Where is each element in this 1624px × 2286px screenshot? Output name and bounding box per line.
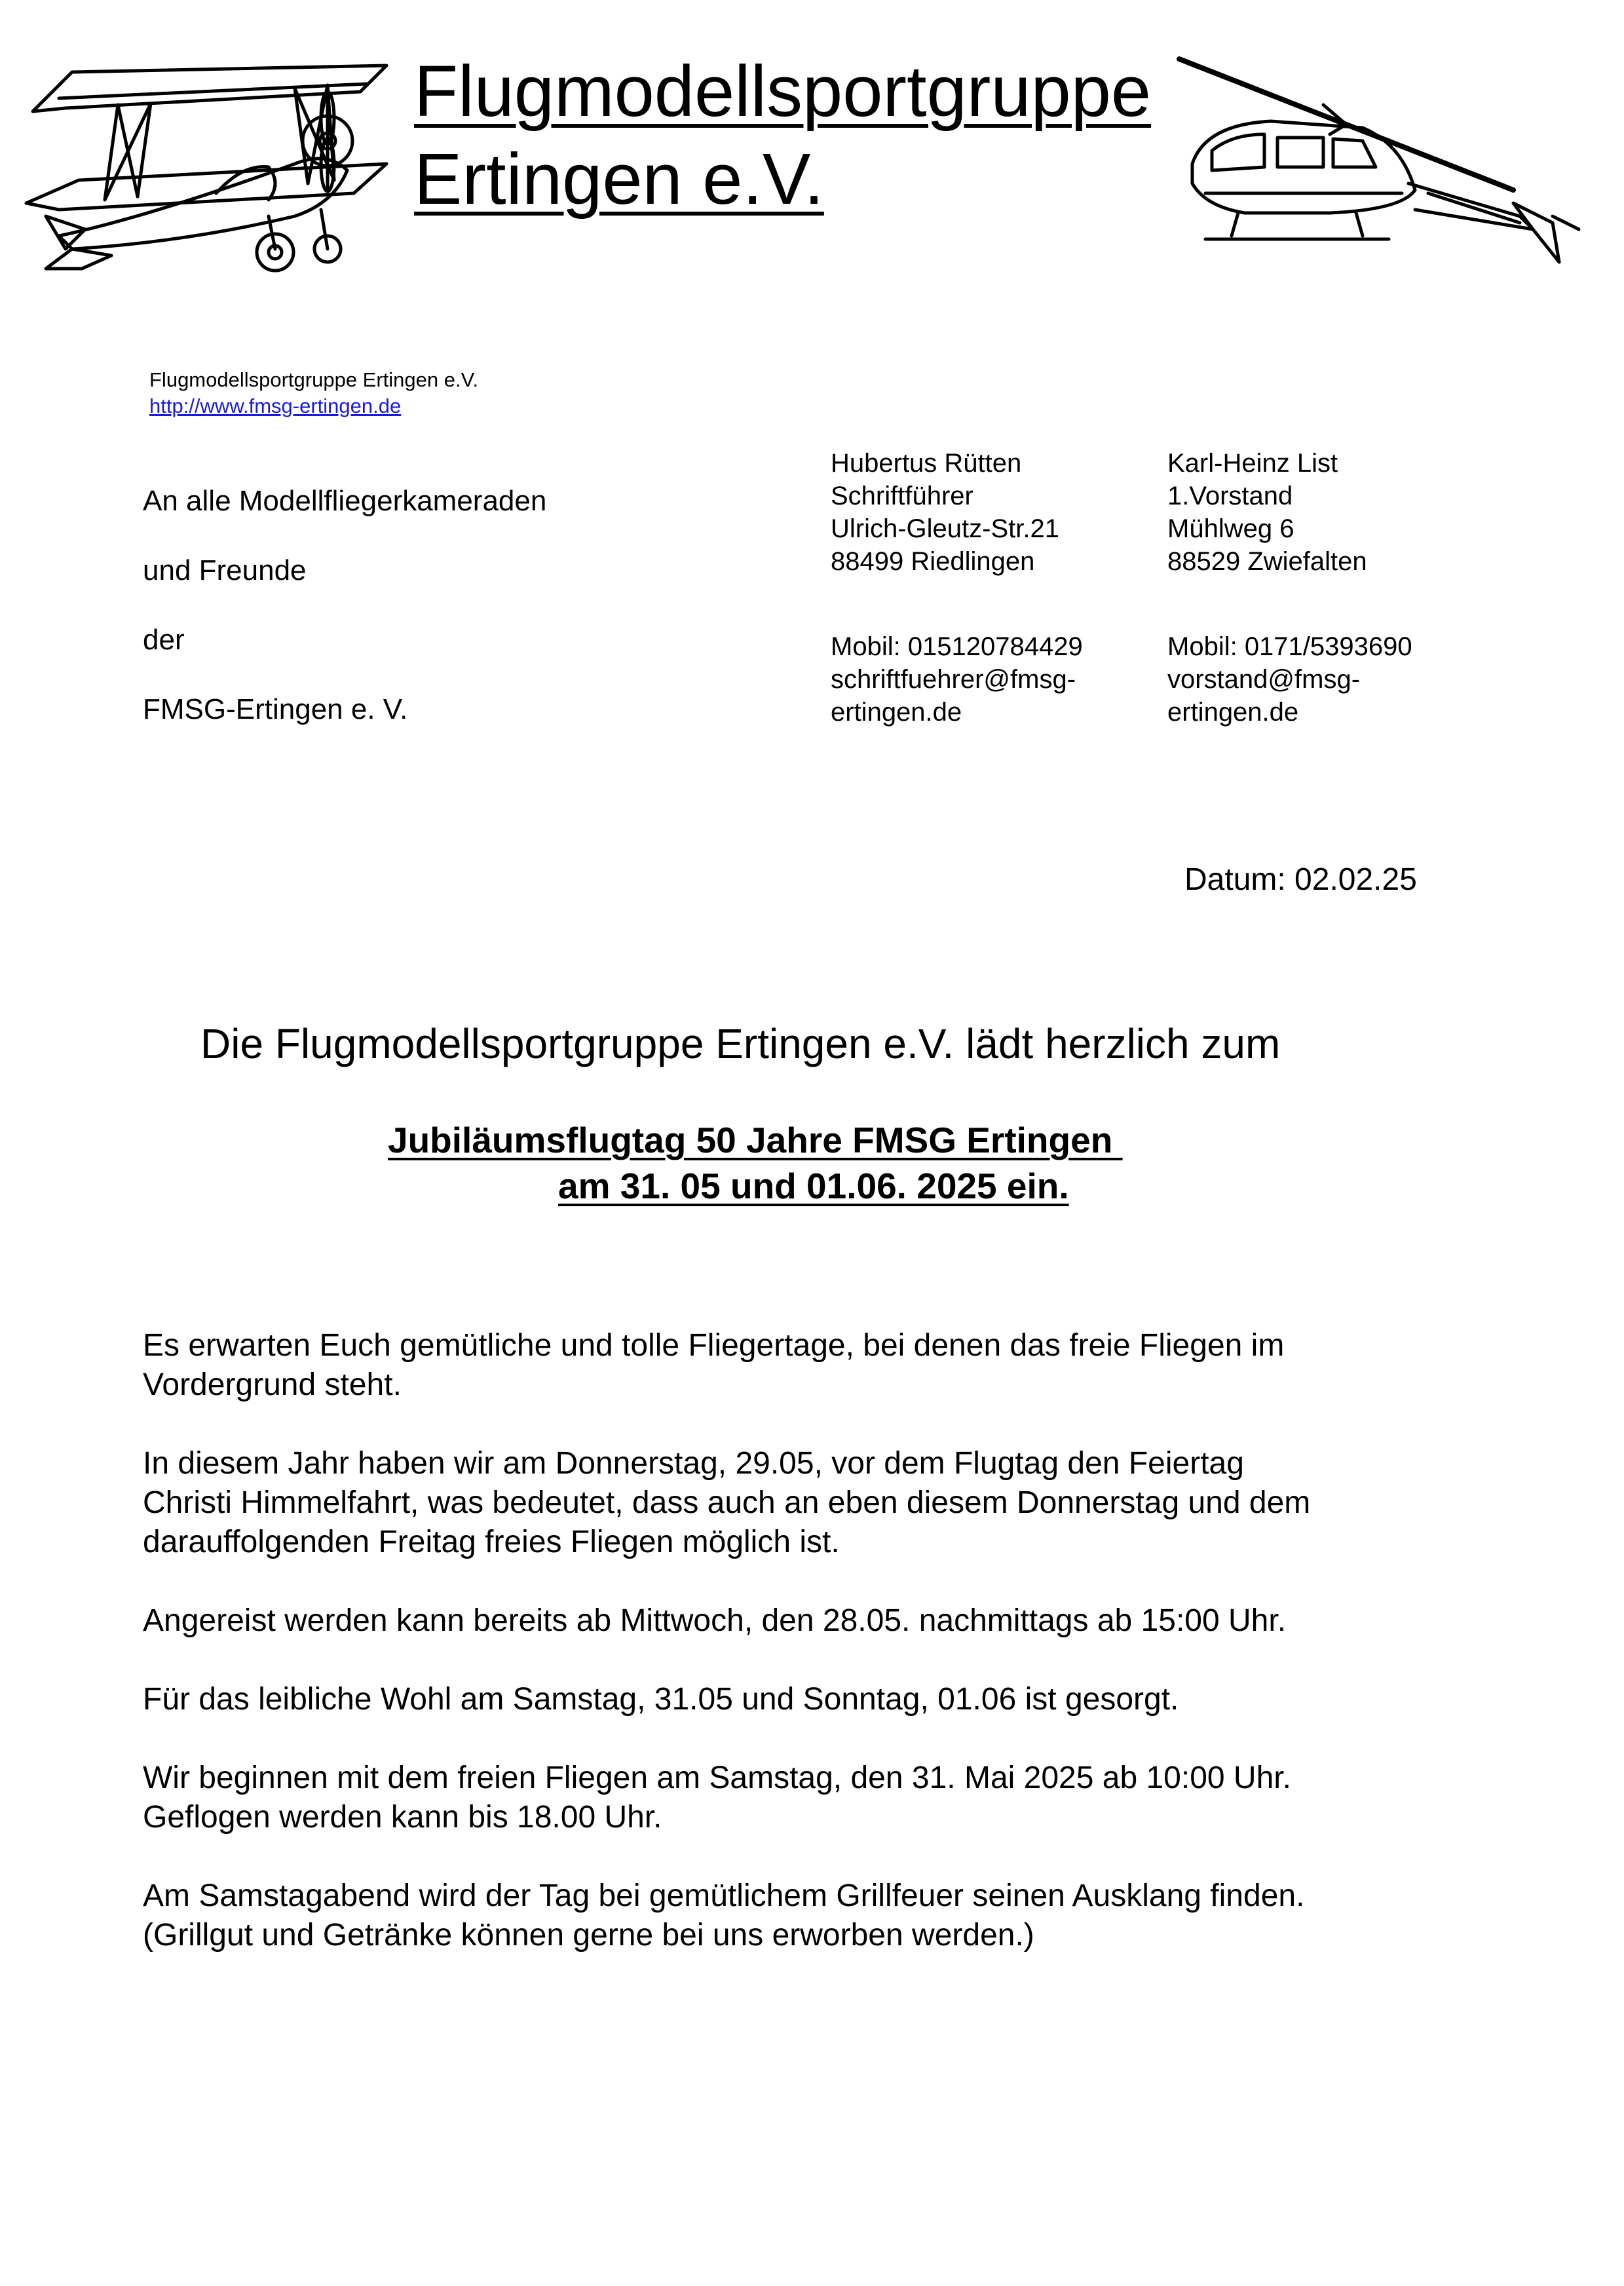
letter-date: Datum: 02.02.25 xyxy=(1184,862,1417,897)
contact-email-part1: vorstand@fmsg- xyxy=(1167,665,1361,694)
body-line: darauffolgenden Freitag freies Fliegen möglich ist. xyxy=(143,1525,840,1559)
body-line: Geflogen werden kann bis 18.00 Uhr. xyxy=(143,1800,662,1835)
recipient-block xyxy=(143,467,546,744)
contact-chairman xyxy=(1167,447,1412,729)
body-line: Wir beginnen mit dem freien Fliegen am Samstag, den 31. Mai 2025 ab 10:00 Uhr. xyxy=(143,1761,1291,1795)
recipient-line: und Freunde xyxy=(143,554,307,586)
contact-city: 88529 Zwiefalten xyxy=(1167,547,1367,576)
body-paragraph xyxy=(143,1444,1486,1562)
contact-mobile: Mobil: 015120784429 xyxy=(831,632,1083,661)
event-headline-line1: Jubiläumsflugtag 50 Jahre FMSG Ertingen xyxy=(388,1120,1123,1160)
body-line: Christi Himmelfahrt, was bedeutet, dass auch an eben diesem Donnerstag und dem xyxy=(143,1485,1311,1520)
contact-street: Ulrich-Gleutz-Str.21 xyxy=(831,514,1059,543)
biplane-drawing-icon xyxy=(20,52,413,275)
sender-website-link[interactable]: http://www.fmsg-ertingen.de xyxy=(149,394,402,417)
contact-email-part1: schriftfuehrer@fmsg- xyxy=(831,665,1076,694)
contact-email-part2: ertingen.de xyxy=(831,698,962,727)
body-paragraph xyxy=(143,1876,1486,1955)
body-line: In diesem Jahr haben wir am Donnerstag, 29.05, vor dem Flugtag den Feiertag xyxy=(143,1446,1244,1481)
body-line: (Grillgut und Getränke können gerne bei uns erworben werden.) xyxy=(143,1918,1034,1953)
contact-secretary xyxy=(831,447,1083,729)
body-line: Am Samstagabend wird der Tag bei gemütlichem Grillfeuer seinen Ausklang finden. xyxy=(143,1878,1305,1913)
body-paragraph xyxy=(143,1326,1486,1405)
contact-role: Schriftführer xyxy=(831,482,973,510)
recipient-line: FMSG-Ertingen e. V. xyxy=(143,693,408,725)
body-paragraph xyxy=(143,1680,1486,1719)
event-headline-line2: am 31. 05 und 01.06. 2025 ein. xyxy=(558,1166,1069,1206)
body-line: Vordergrund steht. xyxy=(143,1367,402,1402)
contact-name: Hubertus Rütten xyxy=(831,449,1022,478)
contact-street: Mühlweg 6 xyxy=(1167,514,1294,543)
contact-city: 88499 Riedlingen xyxy=(831,547,1035,576)
body-paragraph xyxy=(143,1759,1486,1837)
sender-name: Flugmodellsportgruppe Ertingen e.V. xyxy=(149,368,479,391)
body-line: Es erwarten Euch gemütliche und tolle Fliegertage, bei denen das freie Fliegen im xyxy=(143,1328,1285,1363)
body-line: Angereist werden kann bereits ab Mittwoch, den 28.05. nachmittags ab 15:00 Uhr. xyxy=(143,1603,1287,1638)
contact-mobile: Mobil: 0171/5393690 xyxy=(1167,632,1412,661)
body-line: Für das leibliche Wohl am Samstag, 31.05 und Sonntag, 01.06 ist gesorgt. xyxy=(143,1682,1179,1717)
recipient-line: der xyxy=(143,624,185,656)
letter-body xyxy=(143,1326,1486,1994)
invitation-intro: Die Flugmodellsportgruppe Ertingen e.V. lädt herzlich zum xyxy=(200,1020,1281,1067)
club-title-line1: Flugmodellsportgruppe xyxy=(414,51,1152,132)
contact-email-part2: ertingen.de xyxy=(1167,698,1299,727)
body-paragraph xyxy=(143,1601,1486,1641)
recipient-line: An alle Modellfliegerkameraden xyxy=(143,485,547,517)
club-title-line2: Ertingen e.V. xyxy=(414,139,824,219)
contact-name: Karl-Heinz List xyxy=(1167,449,1338,478)
helicopter-drawing-icon xyxy=(1166,52,1585,275)
contact-role: 1.Vorstand xyxy=(1167,482,1293,510)
